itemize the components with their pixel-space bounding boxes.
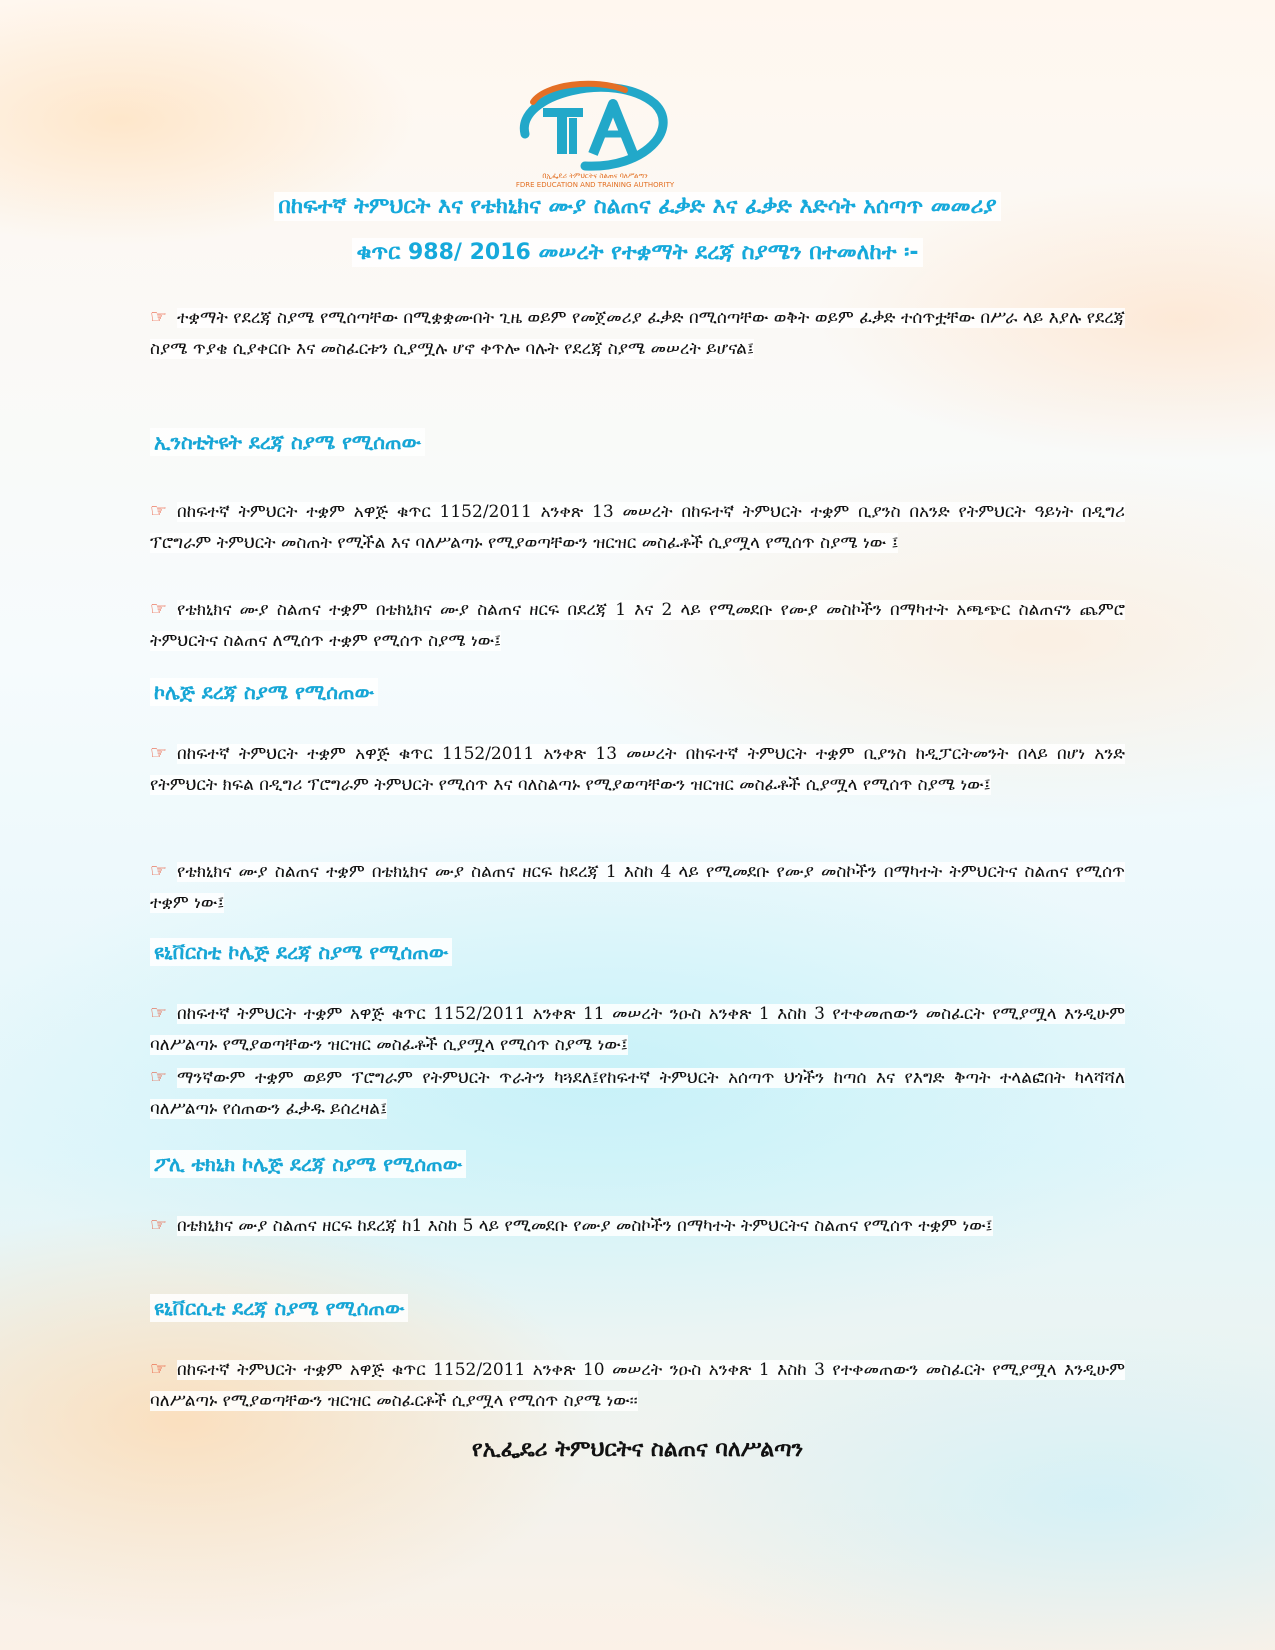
institute-item-1-text: በከፍተኛ ትምህርት ተቋም አዋጅ ቁጥር 1152/2011 አንቀጽ 13 መሠረት በከፍተኛ ትምህርት ተቋም ቢያንስ በአንድ የትምህርት ዓይነት በዲግሪ ፕሮግራም ትምህርት መስጠት የሚችል እና ባለሥልጣኑ የሚያወጣቸውን ዝርዝር መስፈቶች ሲያሟላ የሚሰጥ ስያሜ ነው ፤ [150, 502, 1125, 553]
university-college-item-1 [150, 998, 1125, 1061]
polytechnic-item-1 [150, 1210, 1125, 1242]
title-line2-text: ቁጥር 988/ 2016 መሠረት የተቋማት ደረጃ ስያሜን በተመለከተ ፡- [352, 238, 922, 267]
polytechnic-item-1-text: በቴክኒክና ሙያ ስልጠና ዘርፍ ከደረጃ ከ1 እስከ 5 ላይ የሚመደቡ የሙያ መስኮችን በማካተት ትምህርትና ስልጠና የሚሰጥ ተቋም ነው፤ [177, 1216, 993, 1236]
university-college-item-1-text: በከፍተኛ ትምህርት ተቋም አዋጅ ቁጥር 1152/2011 አንቀጽ 11 መሠረት ንዑስ አንቀጽ 1 እስከ 3 የተቀመጠውን መስፈርት የሚያሟላ እንዲሁም ባለሥልጣኑ የሚያወጣቸውን ዝርዝር መስፈቶች ሲያሟላ የሚሰጥ ስያሜ ነው፤ [150, 1004, 1125, 1055]
college-item-1-text: በከፍተኛ ትምህርት ተቋም አዋጅ ቁጥር 1152/2011 አንቀጽ 13 መሠረት በከፍተኛ ትምህርት ተቋም ቢያንስ ከዲፓርትመንት በላይ በሆነ አንድ የትምህርት ክፍል በዲግሪ ፕሮግራም ትምህርት የሚሰጥ እና ባለስልጣኑ የሚያወጣቸውን ዝርዝር መስፈቶች ሲያሟላ የሚሰጥ ስያሜ ነው፤ [150, 744, 1125, 795]
fta-logo-icon [505, 74, 685, 174]
section-heading-college: ኮሌጅ ደረጃ ስያሜ የሚሰጠው [150, 678, 378, 706]
document-title-line2 [0, 240, 1275, 265]
section-heading-polytechnic: ፖሊ ቴክኒክ ኮሌጅ ደረጃ ስያሜ የሚሰጠው [150, 1150, 466, 1178]
institute-item-2-text: የቴክኒክና ሙያ ስልጠና ተቋም በቴክኒክና ሙያ ስልጠና ዘርፍ በደረጃ 1 እና 2 ላይ የሚመደቡ የሙያ መስኮችን በማካተት አጫጭር ስልጠናን ጨምሮ ትምህርትና ስልጠና ለሚሰጥ ተቋም የሚሰጥ ስያሜ ነው፤ [150, 600, 1125, 651]
pointing-hand-icon: ☞ [150, 1002, 168, 1024]
section-heading-institute: ኢንስቲትዩት ደረጃ ስያሜ የሚሰጠው [150, 428, 425, 456]
university-college-item-2-text: ማንኛውም ተቋም ወይም ፕሮግራም የትምህርት ጥራትን ካጓደለ፤የከፍተኛ ትምህርት አሰጣጥ ህጎችን ከጣሰ እና የእግድ ቅጣት ተላልፎበት ካላሻሻለ ባለሥልጣኑ የሰጠውን ፈቃዱ ይሰረዛል፤ [150, 1068, 1125, 1119]
college-item-1 [150, 738, 1125, 801]
pointing-hand-icon: ☞ [150, 306, 168, 328]
college-item-2 [150, 856, 1125, 919]
section-heading-university-college: ዩኒቨርስቲ ኮሌጅ ደረጃ ስያሜ የሚሰጠው [150, 938, 452, 966]
pointing-hand-icon: ☞ [150, 598, 168, 620]
pointing-hand-icon: ☞ [150, 742, 168, 764]
logo-caption [505, 172, 685, 190]
pointing-hand-icon: ☞ [150, 1066, 168, 1088]
pointing-hand-icon: ☞ [150, 1214, 168, 1236]
university-item-1-text: በከፍተኛ ትምህርት ተቋም አዋጅ ቁጥር 1152/2011 አንቀጽ 10 መሠረት ንዑስ አንቀጽ 1 እስከ 3 የተቀመጠውን መስፈርት የሚያሟላ እንዲሁም ባለሥልጣኑ የሚያወጣቸውን ዝርዝር መስፈርቶች ሲያሟላ የሚሰጥ ስያሜ ነው፡፡ [150, 1360, 1125, 1411]
pointing-hand-icon: ☞ [150, 860, 168, 882]
pointing-hand-icon: ☞ [150, 500, 168, 522]
fta-logo [505, 74, 685, 196]
institute-item-2 [150, 594, 1125, 657]
logo-caption-english: FDRE EDUCATION AND TRAINING AUTHORITY [515, 181, 675, 189]
institute-item-1 [150, 496, 1125, 559]
intro-text: ተቋማት የደረጃ ስያሜ የሚሰጣቸው በሚቋቋሙበት ጊዜ ወይም የመጀመሪያ ፈቃድ በሚሰጣቸው ወቅት ወይም ፈቃድ ተሰጥቷቸው በሥራ ላይ እያሉ የደረጃ ስያሜ ጥያቄ ሲያቀርቡ እና መስፈርቱን ሲያሟሉ ሆኖ ቀጥሎ ባሉት የደረጃ ስያሜ መሠረት ይሆናል፤ [150, 308, 1125, 359]
university-college-item-2 [150, 1062, 1125, 1125]
document-title-line1 [0, 194, 1275, 219]
title-line1-text: በከፍተኛ ትምህርት እና የቴክኒክና ሙያ ስልጠና ፈቃድ እና ፈቃድ እድሳት አሰጣጥ መመሪያ [274, 192, 1000, 221]
logo-caption-amharic: በኢፌዴሪ ትምህርትና ስልጠና ባለሥልጣን [542, 172, 648, 180]
university-item-1 [150, 1354, 1125, 1417]
college-item-2-text: የቴክኒክና ሙያ ስልጠና ተቋም በቴክኒክና ሙያ ስልጠና ዘርፍ ከደረጃ 1 እስከ 4 ላይ የሚመደቡ የሙያ መስኮችን በማካተት ትምህርትና ስልጠና የሚሰጥ ተቋም ነው፤ [150, 862, 1125, 913]
section-heading-university: ዩኒቨርሲቲ ደረጃ ስያሜ የሚሰጠው [150, 1294, 408, 1322]
intro-paragraph [150, 302, 1125, 365]
pointing-hand-icon: ☞ [150, 1358, 168, 1380]
issuing-authority: የኢፌዴሪ ትምህርትና ስልጠና ባለሥልጣን [471, 1436, 804, 1462]
